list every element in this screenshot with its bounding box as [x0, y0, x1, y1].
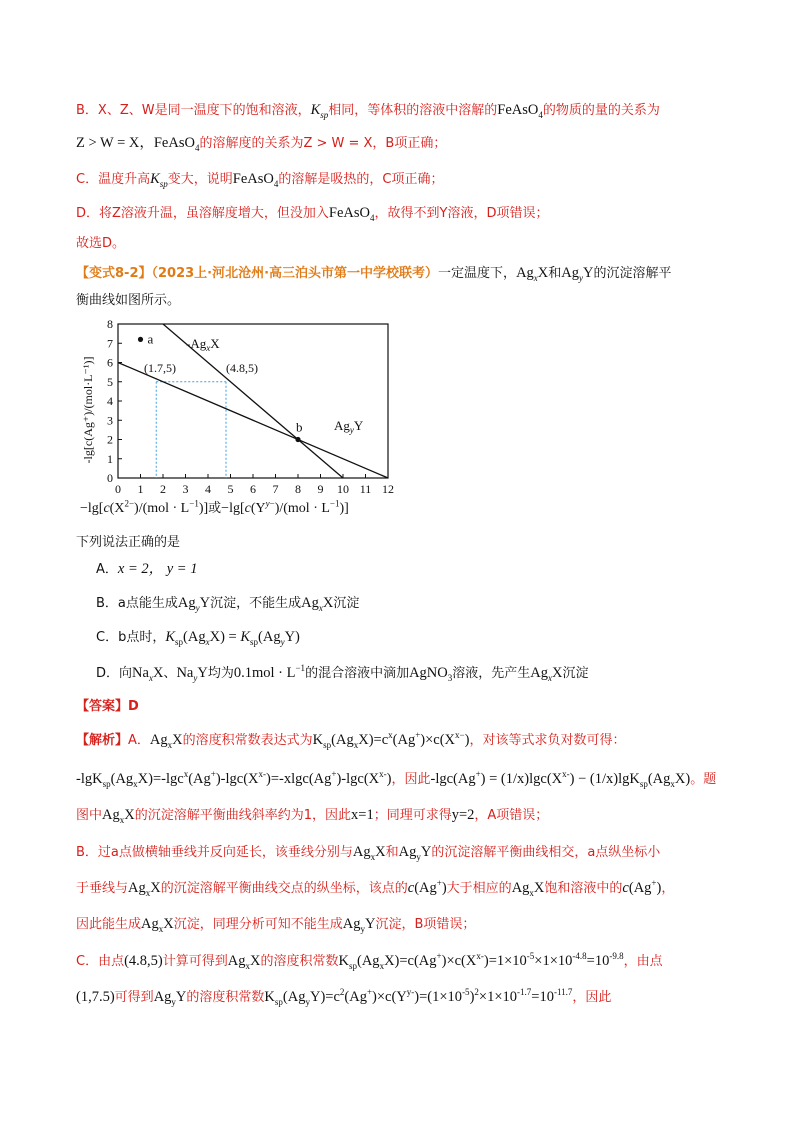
text: 溶液，先产生 [452, 666, 531, 681]
analysis-c-1 [76, 952, 663, 971]
ylabel: -lg[c(Ag⁺)/(mol·L⁻¹)] [81, 356, 95, 464]
formula-c-ag: c(Ag+) [407, 878, 447, 896]
y-tick-label: 8 [107, 318, 113, 331]
formula-feaso4: FeAsO$_4$ [328, 205, 375, 223]
point-label-b: b [296, 419, 303, 435]
ksp-symbol: $K_{sp}$ [150, 171, 168, 189]
formula-point-1-7-5: (1,7.5) [76, 989, 115, 1005]
x-tick-label: 6 [250, 482, 256, 496]
y-tick-label: 6 [107, 355, 113, 370]
formula-ksp-equal: $K_{sp}(Ag_xX) = K_{sp}(Ag_yY)$ [165, 629, 300, 647]
text: x = 2， y = 1 [117, 561, 198, 577]
text: ；同理可求得 [373, 808, 452, 823]
text: 变大，说明 [167, 172, 233, 187]
y-tick-label: 2 [107, 432, 113, 447]
analysis-a-1 [76, 731, 625, 750]
line-d [76, 204, 548, 223]
line-b-2 [76, 134, 446, 153]
formula-agyy: $Ag_yY$ [177, 595, 211, 613]
point-a [138, 337, 143, 342]
text: ，因此 [391, 772, 431, 787]
text: C．由点 [76, 954, 125, 969]
text: 可得到 [114, 990, 154, 1005]
variant-tag: 【变式8-2】（2023上·河北沧州·高三泊头市第一中学校联考） [76, 266, 439, 281]
analysis-b-1 [76, 843, 660, 862]
y-tick-label: 7 [107, 336, 113, 351]
analysis-a-2 [76, 770, 716, 789]
text: 。题 [690, 772, 717, 787]
text: ，由点 [623, 954, 663, 969]
text: 沉淀，B项错误； [375, 917, 476, 932]
text: B．过a点做横轴垂线并反向延长，该垂线分别与 [76, 845, 353, 860]
option-a [96, 560, 197, 579]
variant-line-1 [76, 264, 672, 283]
formula-agxx: $Ag_xX$ [227, 953, 261, 971]
formula-agxx: $Ag_xX$ [128, 880, 161, 898]
series-label-agyy: $Ag_yY$ [334, 418, 364, 435]
text: 的沉淀溶解平衡曲线交点的纵坐标，该点的 [160, 881, 408, 896]
formula-naxx: $Na_xX$ [132, 665, 164, 683]
formula-nayy: $Na_yY$ [176, 665, 208, 683]
x-tick-label: 0 [115, 482, 121, 496]
y-tick-label: 5 [107, 374, 113, 389]
formula-neg-log: $-\lg K_{sp}(Ag_xX)=-\lg c^x(Ag^+)-\lg c(X^{x-})=-xlgc(Ag^+)-\lg c(X^{x-})$ [76, 769, 392, 789]
formula-agyy: $Ag_yY$ [153, 989, 187, 1007]
text: 的物质的量的关系为 [542, 103, 660, 118]
text: 沉淀 [562, 666, 589, 681]
question: 下列说法正确的是 [76, 535, 181, 550]
text: 、 [163, 666, 177, 681]
text: 因此能生成 [76, 917, 142, 932]
formula-agxx: $Ag_xX$ [511, 880, 545, 898]
analysis-tag: 【解析】 [76, 733, 129, 748]
text: A． [96, 562, 118, 577]
text: 大于相应的 [446, 881, 512, 896]
text: 计算可得到 [162, 954, 228, 969]
formula-agxx: $Ag_xX$ [530, 665, 563, 683]
x-tick-label: 12 [382, 482, 394, 496]
x-tick-label: 5 [227, 482, 234, 496]
text: 的沉淀溶解平衡曲线相交，a点纵坐标小 [431, 845, 661, 860]
y-tick-label: 0 [107, 471, 113, 485]
formula-c-ag: c(Ag+) [622, 878, 662, 896]
text: Z > W = X， [76, 135, 154, 151]
answer: 【答案】D [76, 699, 139, 714]
text: A． [128, 733, 150, 748]
option-c [96, 628, 300, 647]
x-tick-label: 4 [205, 482, 211, 496]
text: 的溶解是吸热的，C项正确； [278, 172, 444, 187]
option-d [96, 664, 589, 683]
x-tick-label: 7 [272, 482, 279, 496]
text: C．温度升高 [76, 172, 151, 187]
x-tick-label: 8 [295, 482, 301, 496]
text: 的溶度积常数 [260, 954, 339, 969]
text: B．a点能生成 [96, 596, 178, 611]
formula-ksp-agxx-value: $K_{sp}(Ag_xX)=c(Ag^+)\times c(X^{x-})=1\times 10^{-5}\times 1\times 10^{-4.8}=10^{-9.8}$ [338, 951, 624, 971]
text: 或 [208, 501, 222, 516]
x-tick-label: 3 [182, 482, 189, 496]
text: 沉淀 [333, 596, 360, 611]
conclusion: 故选D。 [76, 236, 126, 251]
y-tick-label: 3 [107, 413, 113, 428]
formula-agyy: $Ag_yY$ [398, 844, 432, 862]
y-tick-label: 4 [107, 394, 113, 408]
text: 的沉淀溶解平 [593, 266, 672, 281]
text: ，因此 [572, 990, 612, 1005]
formula-ksp-agyy-value: $K_{sp}(Ag_yY)=c^2(Ag^+)\times c(Y^{y-})=(1\times 10^{-5})^2\times 1\times 10^{-1.7}=10^{-11.7}$ [264, 987, 573, 1007]
formula-agxx: $Ag_xX$ [102, 807, 135, 825]
solubility-chart [76, 318, 406, 496]
x-tick-label: 11 [359, 482, 372, 496]
text: 的溶度积常数 [186, 990, 265, 1005]
point-label-a: a [147, 331, 154, 347]
text: 沉淀，同理分析可知不能生成 [173, 917, 343, 932]
text: 的混合溶液中滴加 [305, 666, 410, 681]
ksp-symbol: $K_{sp}$ [310, 102, 329, 120]
point-b [295, 437, 300, 442]
text: ，对该等式求负对数可得： [469, 733, 626, 748]
text: 的沉淀溶解平衡曲线斜率约为1，因此 [134, 808, 352, 823]
line-b-1 [76, 101, 660, 120]
concentration: $0.1mol \cdot L^{-1}$ [233, 663, 306, 681]
series-label-agxx: $-Ag_xX$ [186, 336, 220, 353]
text: B．X、Z、W是同一温度下的饱和溶液， [76, 103, 311, 118]
text: D．向 [96, 666, 133, 681]
text: D．将Z溶液升温，虽溶解度增大，但没加入 [76, 206, 329, 221]
text: 的溶解度的关系为Z > W = X，B项正确； [199, 136, 447, 151]
text: 饱和溶液中的 [544, 881, 623, 896]
annotation-4-8-5: (4.8,5) [226, 361, 258, 375]
formula-point-4-8-5: (4.8,5) [124, 953, 163, 969]
analysis-b-3 [76, 915, 475, 934]
text: 和 [548, 266, 562, 281]
text: 相同，等体积的溶液中溶解的 [328, 103, 498, 118]
formula-agyy: $Ag_yY$ [342, 916, 376, 934]
analysis-a-3 [76, 806, 548, 825]
formula-agxx: $Ag_xX$ [301, 595, 334, 613]
analysis-c-2 [76, 988, 611, 1007]
analysis-b-2 [76, 879, 674, 898]
formula-feaso4: FeAsO$_4$ [497, 102, 543, 120]
formula-agno3: AgNO$_3$ [409, 665, 453, 683]
formula-agxx: $Ag_xX$ [352, 844, 386, 862]
text: ，A项错误； [474, 808, 549, 823]
formula-x-eq-1: x=1 [351, 807, 374, 823]
text: 和 [385, 845, 399, 860]
formula-ksp-expression: $K_{sp}(Ag_xX)=c^x(Ag^+)\times c(X^{x-})$ [312, 730, 470, 750]
text: 均为 [207, 666, 234, 681]
formula-agyy: $Ag_yY$ [561, 265, 594, 283]
x-tick-label: 1 [137, 482, 144, 496]
text: 于垂线与 [76, 881, 129, 896]
text: 0.1mol · L [233, 665, 296, 681]
formula-feaso4: FeAsO$_4$ [153, 135, 200, 153]
x-tick-label: 2 [160, 482, 166, 496]
y-tick-label: 1 [107, 451, 113, 466]
x-tick-label: 9 [317, 482, 324, 496]
x-tick-label: 10 [337, 482, 349, 496]
text: 图中 [76, 808, 103, 823]
formula-agxx: $Ag_xX$ [141, 916, 174, 934]
formula-feaso4: FeAsO$_4$ [232, 171, 279, 189]
text: C．b点时， [96, 630, 166, 645]
x-axis-caption: $-\lg[c(X^{2-})/(mol \cdot L^{-1})]$或$-\lg[c(Y^{y-})/(mol \cdot L^{-1})]$ [80, 498, 349, 516]
variant-line-2: 衡曲线如图所示。 [76, 293, 181, 308]
formula-y-eq-2: y=2 [451, 807, 475, 823]
text: 沉淀，不能生成 [210, 596, 302, 611]
formula-agxx: $Ag_xX$ [149, 732, 183, 750]
formula-agxx: $Ag_xX$ [516, 265, 549, 283]
text: 的溶度积常数表达式为 [182, 733, 313, 748]
text: ， [661, 881, 675, 896]
formula-rearranged: $-\lg c(Ag^+) = (1/x)\lg c(X^{x-}) - (1/x)\lg K_{sp}(Ag_xX)$ [430, 769, 691, 789]
text: ，故得不到Y溶液，D项错误； [374, 206, 549, 221]
line-c [76, 170, 443, 189]
text: 一定温度下， [438, 266, 517, 281]
annotation-1-7-5: (1.7,5) [144, 361, 176, 375]
option-b [96, 594, 359, 613]
